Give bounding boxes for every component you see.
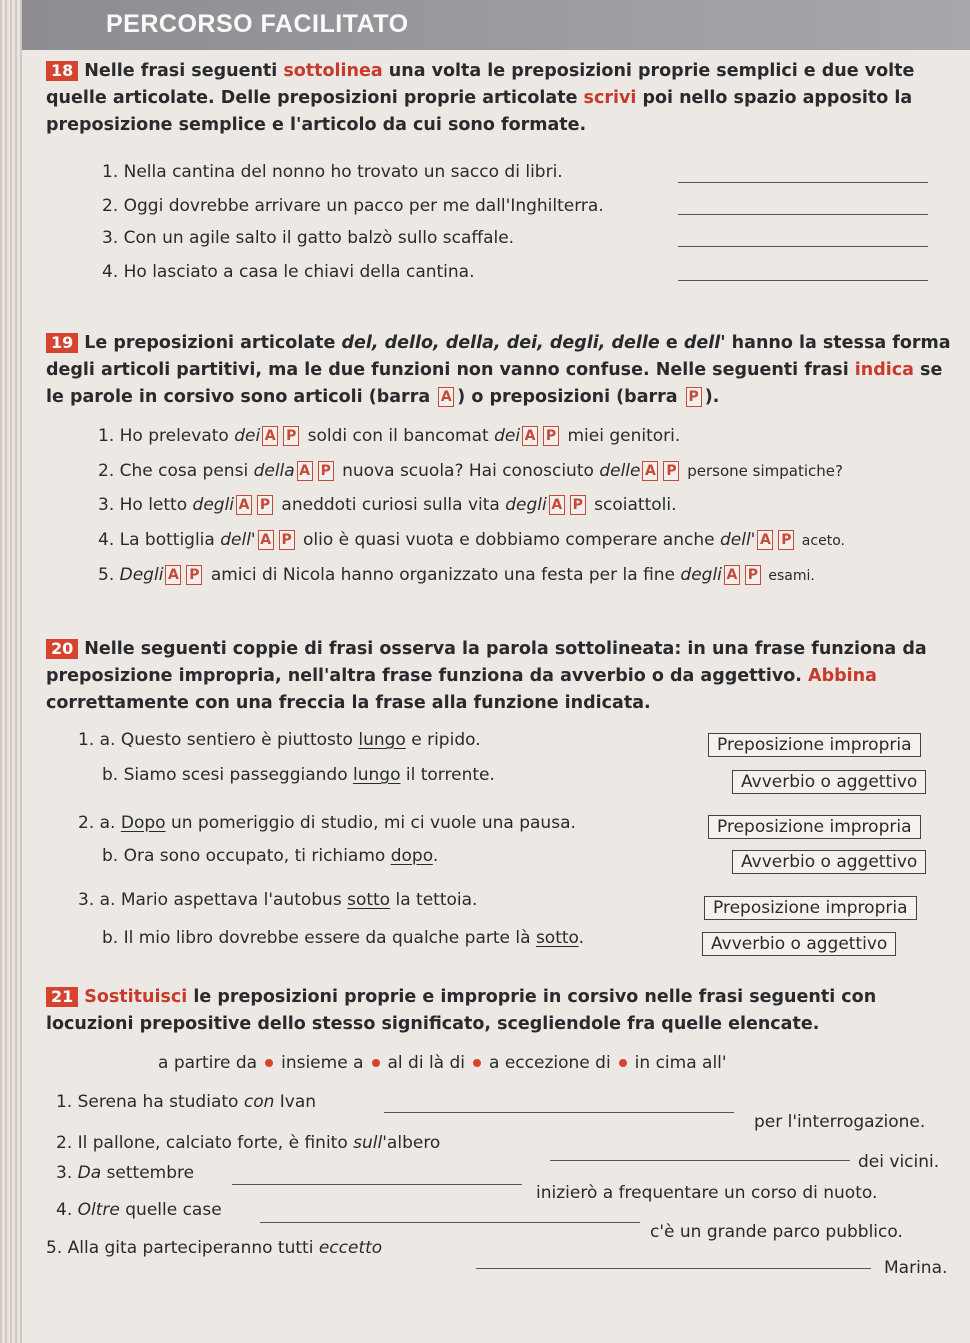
label-preposizione-impropria[interactable]: Preposizione impropria xyxy=(708,815,921,839)
bullet-dot-icon xyxy=(265,1059,273,1067)
sentence-1-ending: per l'interrogazione. xyxy=(754,1112,926,1132)
exercise-21-sentence-2: 2. Il pallone, calciato forte, è finito sull'albero xyxy=(56,1133,441,1153)
answer-blank[interactable] xyxy=(550,1160,850,1161)
pair-2-sentence-a: 2. a. Dopo un pomeriggio di studio, mi ci vuole una pausa. xyxy=(78,813,576,833)
banner-title: PERCORSO FACILITATO xyxy=(106,10,409,38)
bullet-dot-icon xyxy=(619,1059,627,1067)
instruction-verb: Abbina xyxy=(808,666,877,686)
exercise-21-sentence-1: 1. Serena ha studiato con Ivan xyxy=(56,1092,317,1112)
pair-3-sentence-b: b. Il mio libro dovrebbe essere da qualche parte là sotto. xyxy=(102,928,585,948)
exercise-19-sentence-2: 2. Che cosa pensi della A P nuova scuola? Hai conosciuto delle A P persone simpatiche? xyxy=(98,461,843,481)
answer-blank[interactable] xyxy=(678,214,928,215)
box-p[interactable]: P xyxy=(257,495,273,515)
pair-1-sentence-a: 1. a. Questo sentiero è piuttosto lungo e ripido. xyxy=(78,730,481,750)
exercise-number-badge: 18 xyxy=(46,61,78,81)
book-page-edges xyxy=(0,0,22,1343)
instruction-verb: sottolinea xyxy=(283,61,383,81)
pair-1-sentence-b: b. Siamo scesi passeggiando lungo il torrente. xyxy=(102,765,495,785)
underlined-word: sotto xyxy=(347,890,391,910)
instruction-verb: Sostituisci xyxy=(84,987,188,1007)
label-preposizione-impropria[interactable]: Preposizione impropria xyxy=(704,896,917,920)
box-p[interactable]: P xyxy=(778,530,794,550)
exercise-21-instructions: 21 Sostituisci le preposizioni proprie e improprie in corsivo nelle frasi seguenti con locuzioni prepositive dello stesso significato, scegliendole fra quelle elencate. xyxy=(46,987,877,1034)
exercise-21-sentence-5: 5. Alla gita parteciperanno tutti eccetto xyxy=(46,1238,383,1258)
sentence-3-ending: inizierò a frequentare un corso di nuoto. xyxy=(536,1183,878,1203)
exercise-18-instructions: 18 Nelle frasi seguenti sottolinea una volta le preposizioni proprie semplici e due volte quelle articolate. Delle preposizioni proprie articolate scrivi poi nello spazio apposito la preposizione semplice e l'articolo da cui sono formate. xyxy=(46,61,915,135)
exercise-18-sentence-1: 1. Nella cantina del nonno ho trovato un sacco di libri. xyxy=(102,162,563,182)
underlined-word: sotto xyxy=(535,928,579,948)
bullet-dot-icon xyxy=(473,1059,481,1067)
box-a[interactable]: A xyxy=(297,461,313,481)
exercise-20-instructions: 20 Nelle seguenti coppie di frasi osserva la parola sottolineata: in una frase funziona da preposizione impropria, nell'altra frase funziona da avverbio o da aggettivo. Abbina correttamente con una freccia la frase alla funzione indicata. xyxy=(46,639,927,713)
option: al di là di xyxy=(387,1053,466,1073)
exercise-number-badge: 21 xyxy=(46,987,78,1007)
option: a eccezione di xyxy=(489,1053,611,1073)
box-p[interactable]: P xyxy=(745,565,761,585)
exercise-number-badge: 19 xyxy=(46,333,78,353)
sentence-5-ending: Marina. xyxy=(884,1258,948,1278)
exercise-19-sentence-1: 1. Ho prelevato dei A P soldi con il bancomat dei A P miei genitori. xyxy=(98,426,681,446)
box-a[interactable]: A xyxy=(642,461,658,481)
exercise-18-sentence-2: 2. Oggi dovrebbe arrivare un pacco per me dall'Inghilterra. xyxy=(102,196,604,216)
underlined-word: Dopo xyxy=(120,813,166,833)
answer-blank[interactable] xyxy=(476,1268,871,1269)
box-p[interactable]: P xyxy=(570,495,586,515)
option: in cima all' xyxy=(634,1053,727,1073)
answer-blank[interactable] xyxy=(232,1184,522,1185)
underlined-word: dopo xyxy=(390,846,433,866)
exercise-19-sentence-3: 3. Ho letto degli A P aneddoti curiosi sulla vita degli A P scoiattoli. xyxy=(98,495,677,515)
instruction-verb: indica xyxy=(854,360,914,380)
label-avverbio-aggettivo[interactable]: Avverbio o aggettivo xyxy=(702,932,896,956)
pair-2-sentence-b: b. Ora sono occupato, ti richiamo dopo. xyxy=(102,846,439,866)
box-p[interactable]: P xyxy=(186,565,202,585)
box-p[interactable]: P xyxy=(279,530,295,550)
underlined-word: lungo xyxy=(353,765,401,785)
box-a[interactable]: A xyxy=(522,426,538,446)
answer-blank[interactable] xyxy=(384,1112,734,1113)
label-avverbio-aggettivo[interactable]: Avverbio o aggettivo xyxy=(732,770,926,794)
exercise-number-badge: 20 xyxy=(46,639,78,659)
option: a partire da xyxy=(158,1053,258,1073)
box-a[interactable]: A xyxy=(549,495,565,515)
box-a[interactable]: A xyxy=(165,565,181,585)
box-p[interactable]: P xyxy=(663,461,679,481)
answer-blank[interactable] xyxy=(678,246,928,247)
exercise-19-sentence-5: 5. Degli A P amici di Nicola hanno organizzato una festa per la fine degli A P esami. xyxy=(98,565,815,585)
answer-blank[interactable] xyxy=(260,1222,640,1223)
option: insieme a xyxy=(281,1053,364,1073)
exercise-18-sentence-3: 3. Con un agile salto il gatto balzò sullo scaffale. xyxy=(102,228,515,248)
section-banner xyxy=(22,0,970,50)
textbook-page xyxy=(22,0,970,1343)
instruction-verb: scrivi xyxy=(583,88,637,108)
exercise-21-sentence-3: 3. Da settembre xyxy=(56,1163,195,1183)
pair-3-sentence-a: 3. a. Mario aspettava l'autobus sotto la tettoia. xyxy=(78,890,478,910)
exercise-19-instructions: 19 Le preposizioni articolate del, dello, della, dei, degli, delle e dell' hanno la stessa forma degli articoli partitivi, ma le due funzioni non vanno confuse. Nelle seguenti frasi indica se le parole in corsivo sono articoli (barra A ) o preposizioni (barra P ). xyxy=(46,333,951,407)
box-p[interactable]: P xyxy=(543,426,559,446)
box-a[interactable]: A xyxy=(236,495,252,515)
options-list xyxy=(158,1053,727,1073)
answer-blank[interactable] xyxy=(678,182,928,183)
bullet-dot-icon xyxy=(372,1059,380,1067)
box-a: A xyxy=(438,387,454,407)
sentence-4-ending: c'è un grande parco pubblico. xyxy=(650,1222,903,1242)
box-a[interactable]: A xyxy=(258,530,274,550)
box-a[interactable]: A xyxy=(757,530,773,550)
box-a[interactable]: A xyxy=(724,565,740,585)
exercise-18-sentence-4: 4. Ho lasciato a casa le chiavi della cantina. xyxy=(102,262,475,282)
box-p[interactable]: P xyxy=(318,461,334,481)
answer-blank[interactable] xyxy=(678,280,928,281)
label-avverbio-aggettivo[interactable]: Avverbio o aggettivo xyxy=(732,850,926,874)
box-a[interactable]: A xyxy=(262,426,278,446)
underlined-word: lungo xyxy=(358,730,406,750)
box-p: P xyxy=(686,387,702,407)
label-preposizione-impropria[interactable]: Preposizione impropria xyxy=(708,733,921,757)
exercise-19-sentence-4: 4. La bottiglia dell' A P olio è quasi vuota e dobbiamo comperare anche dell' A P aceto. xyxy=(98,530,845,550)
box-p[interactable]: P xyxy=(283,426,299,446)
sentence-2-ending: dei vicini. xyxy=(858,1152,940,1172)
exercise-21-sentence-4: 4. Oltre quelle case xyxy=(56,1200,222,1220)
